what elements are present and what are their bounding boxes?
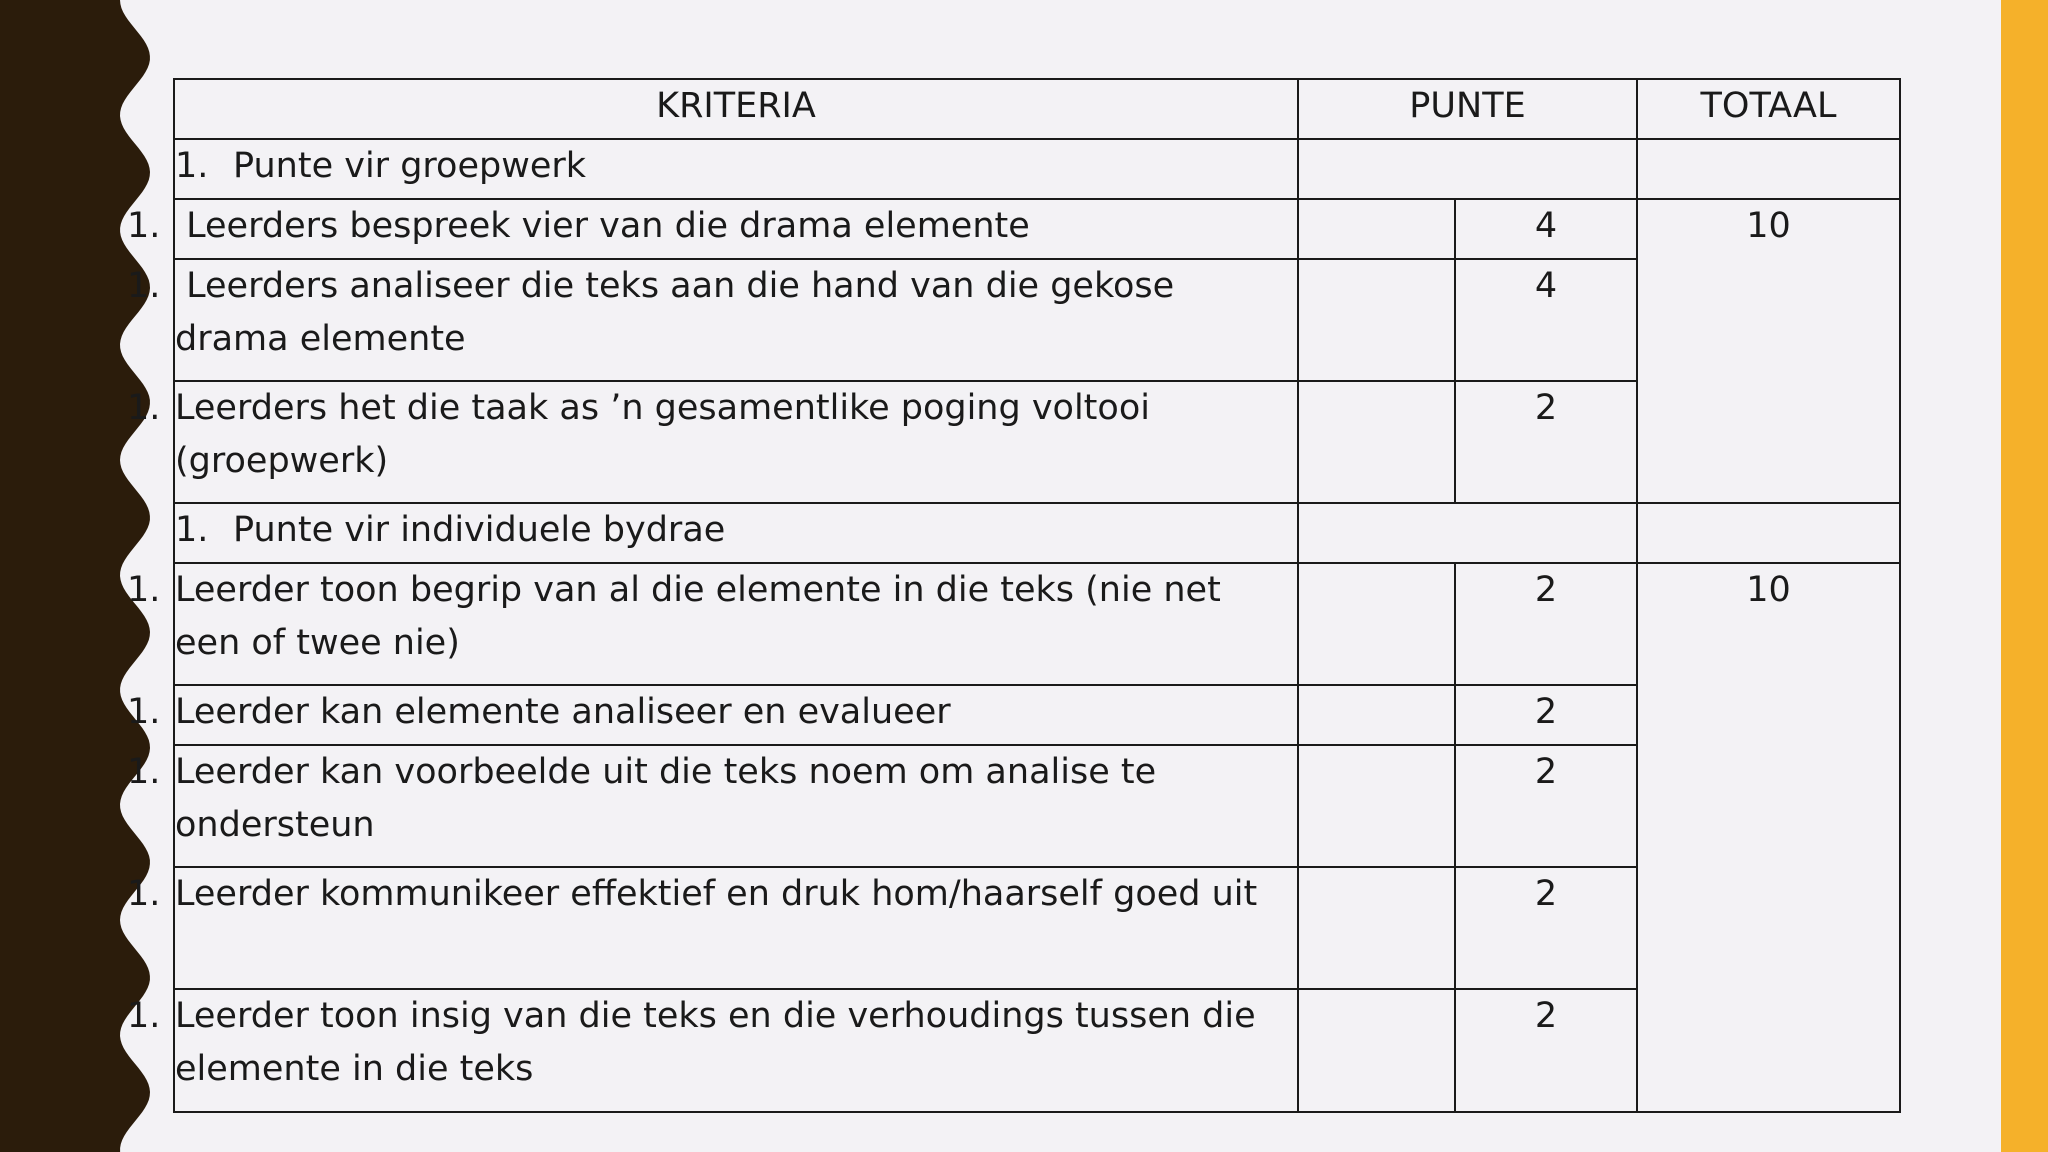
criterion-text: Leerder toon insig van die teks en die verhoudings tussen die elemente in die teks [175,996,1256,1089]
criterion-text: Leerder kommunikeer effektief en druk hom/haarself goed uit [175,874,1258,914]
header-total: TOTAAL [1637,79,1900,139]
criterion-text-cell [127,867,1298,989]
header-criteria: KRITERIA [174,79,1298,139]
section-number: 1. [175,510,209,550]
criterion-number: 1. [127,874,161,914]
criterion-number: 1. [127,570,161,610]
header-points: PUNTE [1298,79,1637,139]
score-blank-cell [1298,199,1455,259]
criterion-points: 2 [1455,989,1637,1112]
criterion-points: 2 [1455,867,1637,989]
rubric-table [127,78,1901,1113]
score-blank-cell [1298,259,1455,381]
section-title: Punte vir individuele bydrae [233,510,726,550]
header-row [174,79,1900,139]
accent-side-band [2001,0,2048,1152]
criterion-number: 1. [127,266,161,306]
score-blank-cell [1298,381,1455,503]
criterion-text-cell [127,745,1298,867]
section-row-individual [174,503,1900,563]
criterion-text: Leerders bespreek vier van die drama elemente [175,206,1030,246]
criterion-number: 1. [127,388,161,428]
criterion-number: 1. [127,996,161,1036]
section-total-cell [1637,139,1900,199]
criterion-text: Leerder kan elemente analiseer en evalueer [175,692,951,732]
criterion-number: 1. [127,692,161,732]
criterion-text-cell [127,563,1298,685]
criterion-number: 1. [127,752,161,792]
criterion-row [174,199,1900,259]
criterion-number: 1. [127,206,161,246]
score-blank-cell [1298,989,1455,1112]
criterion-text-cell [127,685,1298,745]
criterion-points: 2 [1455,563,1637,685]
criterion-text: Leerder toon begrip van al die elemente in die teks (nie net een of twee nie) [175,570,1221,663]
criterion-points: 2 [1455,685,1637,745]
section-total-cell [1637,503,1900,563]
criterion-text: Leerder kan voorbeelde uit die teks noem om analise te ondersteun [175,752,1157,845]
criterion-points: 2 [1455,745,1637,867]
criterion-row [174,563,1900,685]
score-blank-cell [1298,685,1455,745]
section-title-cell [174,139,1298,199]
section-row-group-work [174,139,1900,199]
section-title-cell [174,503,1298,563]
criterion-text-cell [127,381,1298,503]
section-points-cell [1298,503,1637,563]
criterion-text-cell [127,259,1298,381]
section-total-value: 10 [1637,199,1900,503]
criterion-text-cell [127,989,1298,1112]
section-number: 1. [175,146,209,186]
section-points-cell [1298,139,1637,199]
score-blank-cell [1298,745,1455,867]
section-title: Punte vir groepwerk [233,146,587,186]
criterion-points: 4 [1455,199,1637,259]
score-blank-cell [1298,867,1455,989]
score-blank-cell [1298,563,1455,685]
criterion-points: 2 [1455,381,1637,503]
section-total-value: 10 [1637,563,1900,1112]
criterion-text: Leerders analiseer die teks aan die hand van die gekose drama elemente [175,266,1175,359]
criterion-text: Leerders het die taak as ’n gesamentlike poging voltooi (groepwerk) [175,388,1150,481]
criterion-text-cell [127,199,1298,259]
criterion-points: 4 [1455,259,1637,381]
